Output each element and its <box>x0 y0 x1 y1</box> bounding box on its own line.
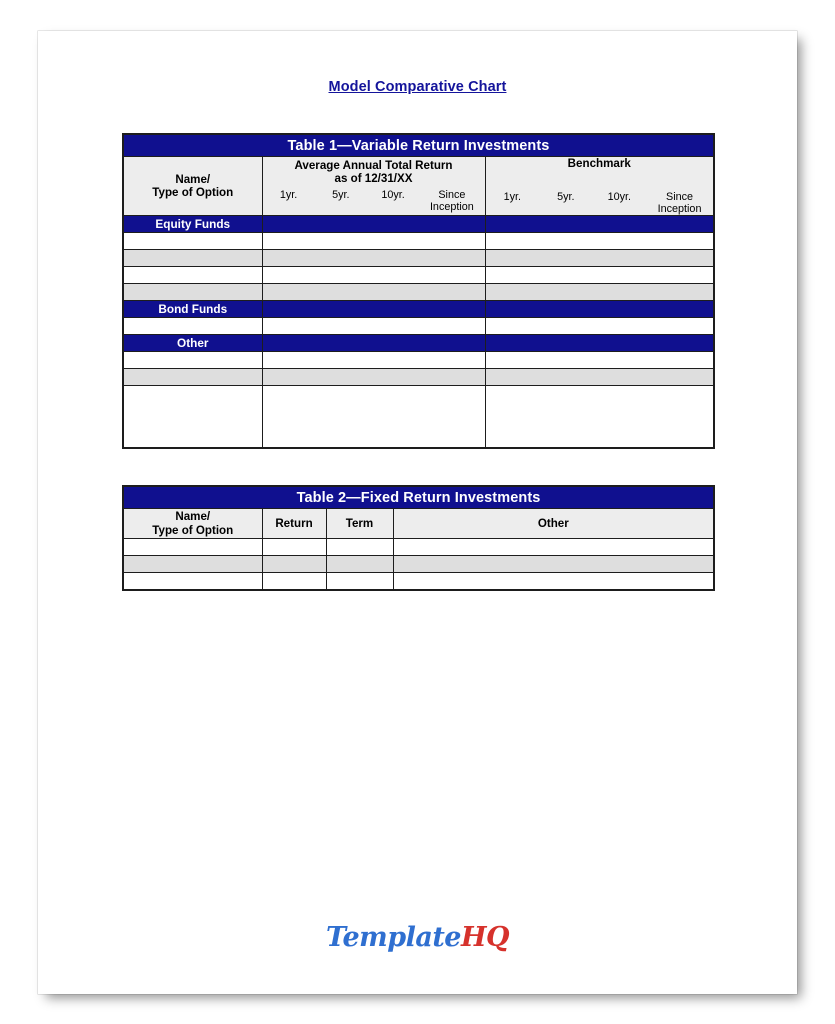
cell-return[interactable] <box>262 318 485 335</box>
table-fixed-return-investments <box>122 485 715 591</box>
table-header-row <box>123 157 714 216</box>
page-title-text: Model Comparative Chart <box>328 79 507 95</box>
cell-term[interactable] <box>326 556 393 573</box>
header2-name-type-of-option <box>123 509 262 539</box>
cell-return[interactable] <box>262 539 326 556</box>
header-name-line2: Type of Option <box>152 186 234 200</box>
header2-term: Term <box>326 509 393 539</box>
section-band-bond-funds <box>123 301 714 318</box>
benchmark-subcol-1yr: 1yr. <box>503 191 521 203</box>
cell-benchmark[interactable] <box>485 284 714 301</box>
band-filler-return <box>262 335 485 352</box>
cell-name[interactable] <box>123 233 262 250</box>
band-label-other: Other <box>123 335 262 352</box>
cell-return[interactable] <box>262 233 485 250</box>
table-row[interactable] <box>123 556 714 573</box>
header-name-line1: Name/ <box>175 173 211 187</box>
cell-benchmark[interactable] <box>485 386 714 448</box>
cell-benchmark[interactable] <box>485 233 714 250</box>
band-filler-benchmark <box>485 216 714 233</box>
cell-name[interactable] <box>123 284 262 301</box>
page-title <box>38 78 797 96</box>
cell-benchmark[interactable] <box>485 369 714 386</box>
table-row[interactable] <box>123 250 714 267</box>
table2-caption: Table 2—Fixed Return Investments <box>123 486 714 509</box>
band-filler-benchmark <box>485 301 714 318</box>
header-return-subcolumns <box>263 190 485 213</box>
logo-text-hq: HQ <box>461 922 510 953</box>
section-band-equity-funds <box>123 216 714 233</box>
subcol-1yr: 1yr. <box>279 189 298 201</box>
cell-benchmark[interactable] <box>485 318 714 335</box>
cell-term[interactable] <box>326 539 393 556</box>
table-row[interactable] <box>123 267 714 284</box>
band-filler-benchmark <box>485 335 714 352</box>
table-variable-return-investments <box>122 133 715 449</box>
table-row[interactable] <box>123 352 714 369</box>
header-benchmark <box>485 157 714 216</box>
benchmark-subcol-5yr: 5yr. <box>557 191 575 203</box>
cell-name[interactable] <box>123 250 262 267</box>
table-row[interactable] <box>123 284 714 301</box>
benchmark-subcol-since-inception: Since Inception <box>657 191 702 215</box>
cell-name[interactable] <box>123 267 262 284</box>
cell-benchmark[interactable] <box>485 352 714 369</box>
cell-term[interactable] <box>326 573 393 590</box>
cell-return[interactable] <box>262 369 485 386</box>
cell-name[interactable] <box>123 573 262 590</box>
header2-other: Other <box>393 509 714 539</box>
table-header-row <box>123 509 714 539</box>
document-sheet <box>38 31 797 994</box>
logo-text-template: Template <box>325 922 461 953</box>
table1-caption: Table 1—Variable Return Investments <box>123 134 714 157</box>
cell-name[interactable] <box>123 386 262 448</box>
subcol-since-inception: Since Inception <box>429 189 474 213</box>
cell-other[interactable] <box>393 539 714 556</box>
band-label-bond-funds: Bond Funds <box>123 301 262 318</box>
cell-return[interactable] <box>262 386 485 448</box>
table-row[interactable] <box>123 318 714 335</box>
cell-return[interactable] <box>262 267 485 284</box>
section-band-other <box>123 335 714 352</box>
band-filler-return <box>262 301 485 318</box>
header2-name-line2: Type of Option <box>152 523 234 537</box>
cell-return[interactable] <box>262 573 326 590</box>
header-name-type-of-option <box>123 157 262 216</box>
band-filler-return <box>262 216 485 233</box>
cell-return[interactable] <box>262 284 485 301</box>
cell-benchmark[interactable] <box>485 250 714 267</box>
header-benchmark-subcolumns <box>486 192 714 215</box>
subcol-10yr: 10yr. <box>381 189 405 201</box>
benchmark-subcol-10yr: 10yr. <box>607 191 632 203</box>
table-row[interactable] <box>123 369 714 386</box>
cell-name[interactable] <box>123 369 262 386</box>
header-benchmark-label: Benchmark <box>567 157 631 170</box>
table-row[interactable] <box>123 573 714 590</box>
cell-benchmark[interactable] <box>485 267 714 284</box>
cell-return[interactable] <box>262 250 485 267</box>
cell-name[interactable] <box>123 318 262 335</box>
cell-return[interactable] <box>262 556 326 573</box>
cell-return[interactable] <box>262 352 485 369</box>
subcol-5yr: 5yr. <box>332 189 350 201</box>
header-average-annual-total-return <box>262 157 485 216</box>
cell-name[interactable] <box>123 539 262 556</box>
header-return-line2: as of 12/31/XX <box>334 172 413 185</box>
header2-name-line1: Name/ <box>175 510 211 524</box>
table-row[interactable] <box>123 386 714 448</box>
cell-other[interactable] <box>393 573 714 590</box>
table-row[interactable] <box>123 233 714 250</box>
table-row <box>123 486 714 509</box>
table-row[interactable] <box>123 539 714 556</box>
header2-return: Return <box>262 509 326 539</box>
cell-other[interactable] <box>393 556 714 573</box>
band-label-equity-funds: Equity Funds <box>123 216 262 233</box>
cell-name[interactable] <box>123 352 262 369</box>
header-return-line1: Average Annual Total Return <box>294 159 453 172</box>
templatehq-logo <box>38 922 797 953</box>
table-row <box>123 134 714 157</box>
cell-name[interactable] <box>123 556 262 573</box>
